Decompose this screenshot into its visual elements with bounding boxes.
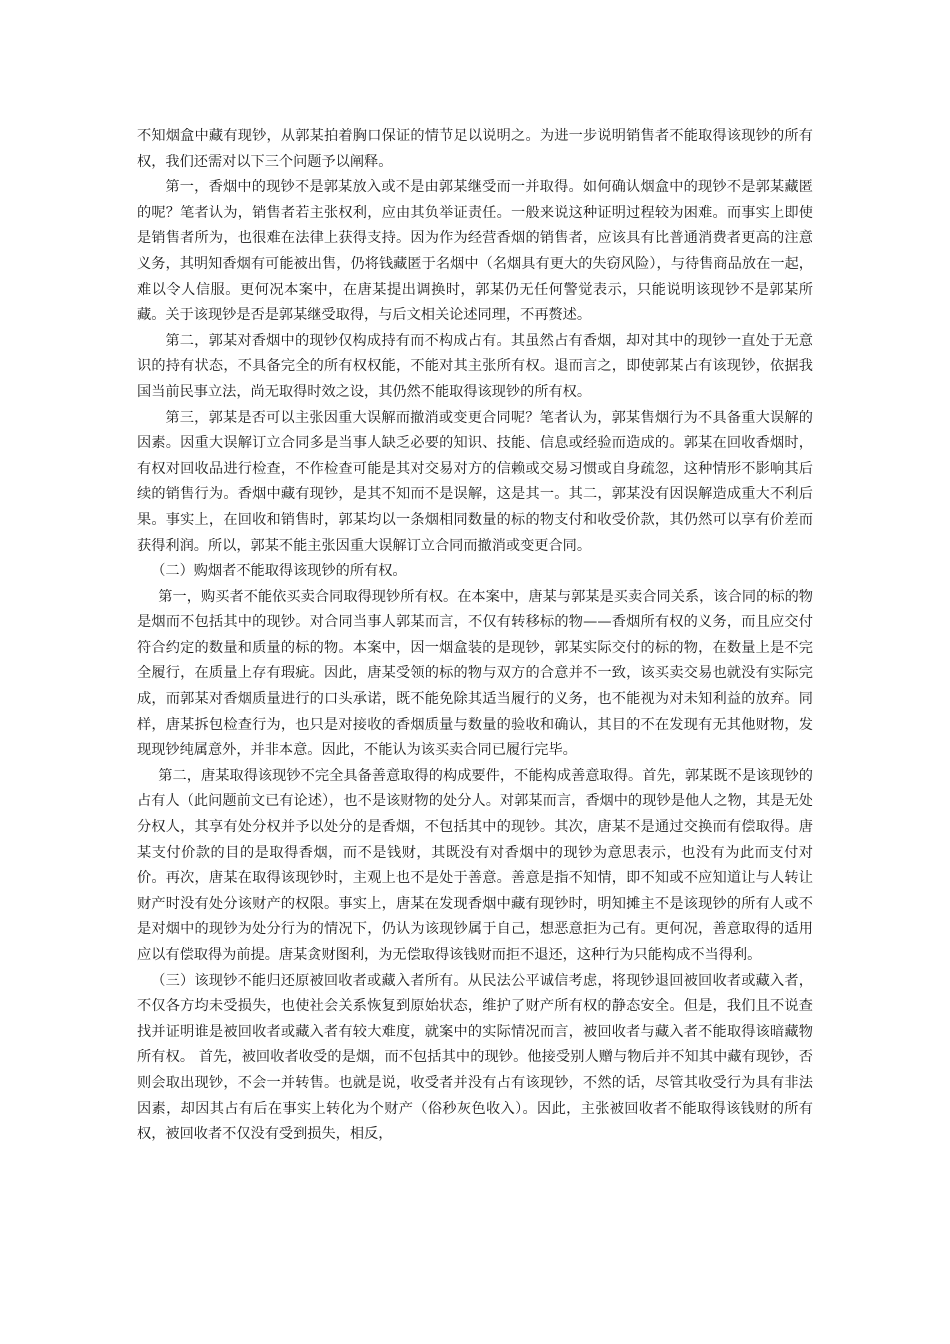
paragraph-section-three: （三）该现钞不能归还原被回收者或藏入者所有。从民法公平诚信考虑，将现钞退回被回收者或藏入者，不仅各方均未受损失，也使社会关系恢复到原始状态，维护了财产所有权的静态安全。但是，我们且不说查找并证明谁是被回收者或藏入者有较大难度，就案中的实际情况而言，被回收者与藏入者不能取得该暗藏物所有权。 首先，被回收者收受的是烟，而不包括其中的现钞。他接受别人赠与物后并不知其中藏有现钞，否则会取出现钞，不会一并转售。也就是说，收受者并没有占有该现钞，不然的话，尽管其收受行为具有非法因素，却因其占有后在事实上转化为个财产（俗秒灰色收入）。因此，主张被回收者不能取得该钱财的所有权，被回收者不仅没有受到损失，相反，	[137, 972, 813, 1143]
paragraph-buyer-point-two: 第二，唐某取得该现钞不完全具备善意取得的构成要件，不能构成善意取得。首先，郭某既不是该现钞的占有人（此问题前文已有论述），也不是该财物的处分人。对郭某而言，香烟中的现钞是他人之物，其是无处分权人，其享有处分权并予以处分的是香烟，不包括其中的现钞。其次，唐某不是通过交换而有偿取得。唐某支付价款的目的是取得香烟，而不是钱财，其既没有对香烟中的现钞为意思表示，也没有为此而支付对价。再次，唐某在取得该现钞时，主观上也不是处于善意。善意是指不知情，即不知或不应知道让与人转让财产时没有处分该财产的权限。事实上，唐某在发现香烟中藏有现钞时，明知摊主不是该现钞的所有人或不是对烟中的现钞为处分行为的情况下，仍认为该现钞属于自己，想恶意拒为己有。更何况，善意取得的适用应以有偿取得为前提。唐某贪财图利，为无偿取得该钱财而拒不退还，这种行为只能构成不当得利。	[137, 767, 813, 963]
paragraph-buyer-point-one: 第一，购买者不能依买卖合同取得现钞所有权。在本案中，唐某与郭某是买卖合同关系，该合同的标的物是烟而不包括其中的现钞。对合同当事人郭某而言，不仅有转移标的物——香烟所有权的义务，而且应交付符合约定的数量和质量的标的物。本案中，因一烟盒装的是现钞，郭某实际交付的标的物，在数量上是不完全履行，在质量上存有瑕疵。因此，唐某受领的标的物与双方的合意并不一致，该买卖交易也就没有实际完成，而郭某对香烟质量进行的口头承诺，既不能免除其适当履行的义务，也不能视为对未知利益的放弃。同样，唐某拆包检查行为，也只是对接收的香烟质量与数量的验收和确认，其目的不在发现有无其他财物，发现现钞纯属意外，并非本意。因此，不能认为该买卖合同已履行完毕。	[137, 588, 813, 759]
paragraph-point-two: 第二，郭某对香烟中的现钞仅构成持有而不构成占有。其虽然占有香烟，却对其中的现钞一直处于无意识的持有状态，不具备完全的所有权权能，不能对其主张所有权。退而言之，即使郭某占有该现钞，依据我国当前民事立法，尚无取得时效之设，其仍然不能取得该现钞的所有权。	[137, 332, 813, 400]
document-page	[137, 124, 813, 1148]
paragraph-point-three: 第三，郭某是否可以主张因重大误解而撤消或变更合同呢？笔者认为，郭某售烟行为不具备重大误解的因素。因重大误解订立合同多是当事人缺乏必要的知识、技能、信息或经验而造成的。郭某在回收香烟时，有权对回收品进行检查，不作检查可能是其对交易对方的信赖或交易习惯或自身疏忽，这种情形不影响其后续的销售行为。香烟中藏有现钞，是其不知而不是误解，这是其一。其二，郭某没有因误解造成重大不利后果。事实上，在回收和销售时，郭某均以一条烟相同数量的标的物支付和收受价款，其仍然可以享有价差而获得利润。所以，郭某不能主张因重大误解订立合同而撤消或变更合同。	[137, 409, 813, 554]
paragraph-intro-continued: 不知烟盒中藏有现钞，从郭某拍着胸口保证的情节足以说明之。为进一步说明销售者不能取得该现钞的所有权，我们还需对以下三个问题予以阐释。	[137, 128, 813, 170]
paragraph-point-one: 第一，香烟中的现钞不是郭某放入或不是由郭某继受而一并取得。如何确认烟盒中的现钞不是郭某藏匿的呢？笔者认为，销售者若主张权利，应由其负举证责任。一般来说这种证明过程较为困难。而事实上即使是销售者所为，也很难在法律上获得支持。因为作为经营香烟的销售者，应该具有比普通消费者更高的注意义务，其明知香烟有可能被出售，仍将钱藏匿于名烟中（名烟具有更大的失窃风险），与待售商品放在一起，难以令人信服。更何况本案中，在唐某提出调换时，郭某仍无任何警觉表示，只能说明该现钞不是郭某所藏。关于该现钞是否是郭某继受取得，与后文相关论述同理，不再赘述。	[137, 179, 813, 324]
section-heading-buyer: （二）购烟者不能取得该现钞的所有权。	[151, 563, 407, 580]
